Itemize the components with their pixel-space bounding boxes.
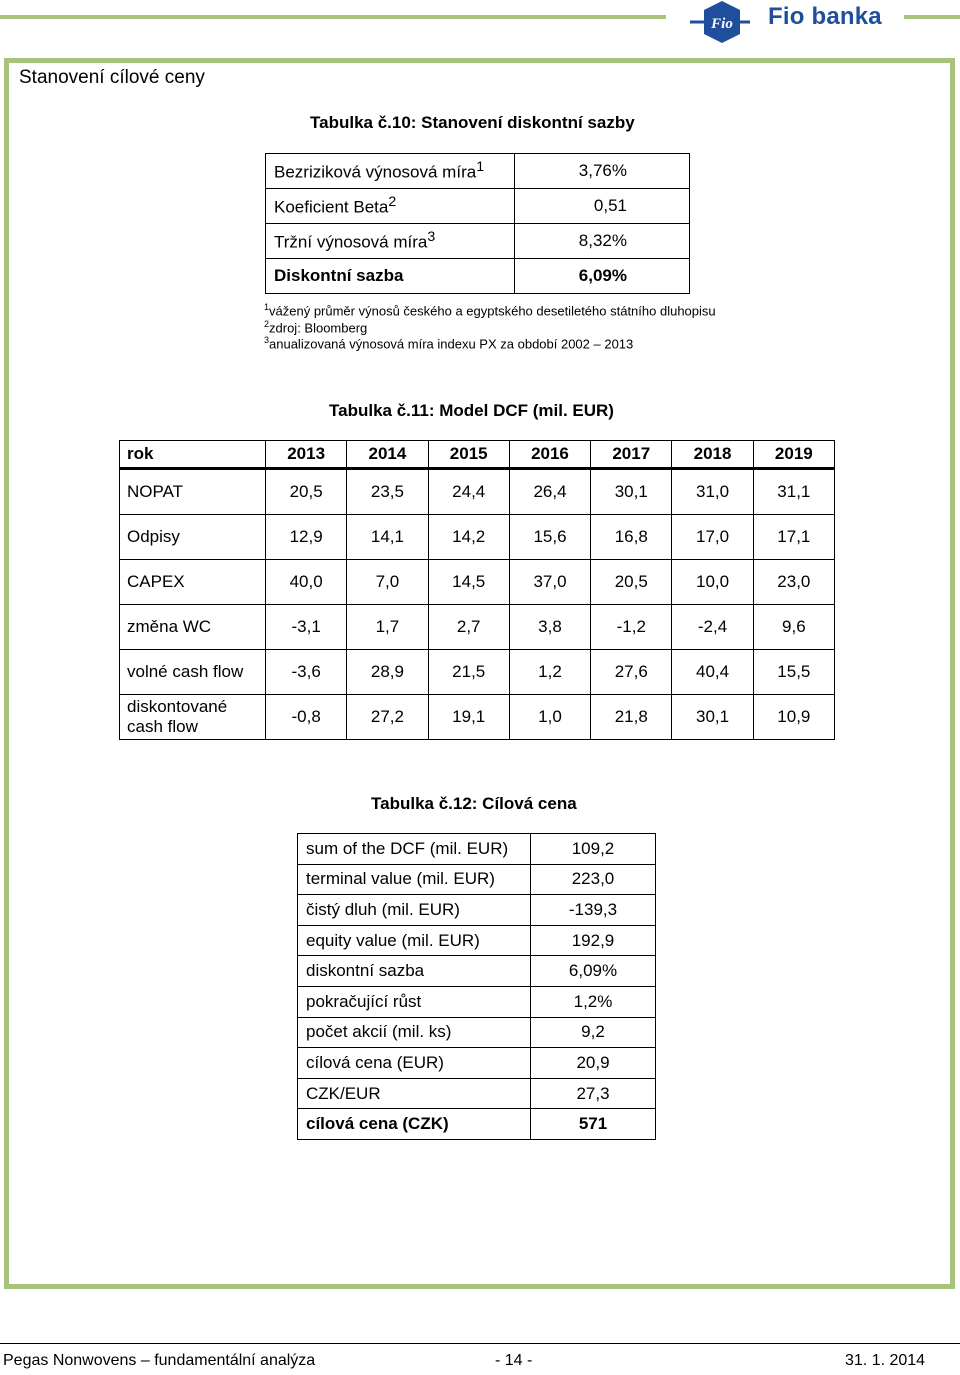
- table-cell: 21,8: [591, 695, 672, 740]
- table-cell: 31,0: [672, 469, 753, 515]
- year-cell: 2018: [672, 441, 753, 469]
- year-cell: 2015: [428, 441, 509, 469]
- row-label: Bezriziková výnosová míra: [274, 162, 477, 182]
- table-row: [298, 834, 656, 865]
- row-value: 109,2: [531, 834, 656, 865]
- row-label: počet akcií (mil. ks): [298, 1017, 531, 1048]
- dcf-model-table: [119, 440, 835, 740]
- row-label: sum of the DCF (mil. EUR): [298, 834, 531, 865]
- table-row: [120, 650, 835, 695]
- table-cell: -3,1: [266, 605, 347, 650]
- row-label: CAPEX: [120, 560, 266, 605]
- logo-mark-text: Fio: [711, 16, 733, 32]
- row-value: 9,2: [531, 1017, 656, 1048]
- table-cell: 14,2: [428, 515, 509, 560]
- row-value: 8,32%: [515, 224, 690, 259]
- section-title: Stanovení cílové ceny: [19, 67, 205, 88]
- footer-rule: [0, 1343, 960, 1344]
- table-cell: 1,7: [347, 605, 428, 650]
- brand-name: Fio banka: [768, 3, 882, 30]
- table-cell: 26,4: [509, 469, 590, 515]
- table-row: [120, 515, 835, 560]
- table-cell: 2,7: [428, 605, 509, 650]
- row-value: 6,09%: [515, 259, 690, 294]
- table11-caption: Tabulka č.11: Model DCF (mil. EUR): [329, 401, 614, 420]
- table-cell: 17,1: [753, 515, 834, 560]
- table-cell: -0,8: [266, 695, 347, 740]
- footnote-ref: 1: [476, 159, 485, 176]
- year-cell: 2013: [266, 441, 347, 469]
- row-label: čistý dluh (mil. EUR): [298, 895, 531, 926]
- table-cell: 37,0: [509, 560, 590, 605]
- table-row: [298, 864, 656, 895]
- table-cell: 14,1: [347, 515, 428, 560]
- table-cell: 1,2: [509, 650, 590, 695]
- row-label: NOPAT: [120, 469, 266, 515]
- table-cell: 40,0: [266, 560, 347, 605]
- year-cell: 2014: [347, 441, 428, 469]
- table-cell: 31,1: [753, 469, 834, 515]
- table-cell: 15,5: [753, 650, 834, 695]
- row-value: 571: [531, 1109, 656, 1140]
- row-value: 3,76%: [515, 154, 690, 189]
- table-row: [298, 1017, 656, 1048]
- table-row: [298, 956, 656, 987]
- table-cell: 27,2: [347, 695, 428, 740]
- table12-caption: Tabulka č.12: Cílová cena: [371, 794, 577, 813]
- row-value: 20,9: [531, 1048, 656, 1079]
- row-label: Odpisy: [120, 515, 266, 560]
- table-cell: 10,0: [672, 560, 753, 605]
- table-cell: 28,9: [347, 650, 428, 695]
- row-value: 6,09%: [531, 956, 656, 987]
- year-cell: 2019: [753, 441, 834, 469]
- row-value: 192,9: [531, 925, 656, 956]
- header-rule-left: [0, 15, 666, 19]
- row-label: diskontované cash flow: [120, 695, 266, 740]
- table-cell: 17,0: [672, 515, 753, 560]
- table-cell: 14,5: [428, 560, 509, 605]
- row-value: 223,0: [531, 864, 656, 895]
- row-label: cílová cena (CZK): [298, 1109, 531, 1140]
- table-cell: 27,6: [591, 650, 672, 695]
- row-label: equity value (mil. EUR): [298, 925, 531, 956]
- row-label: pokračující růst: [298, 986, 531, 1017]
- footnote: $^2$zdroj: Bloomberg: [264, 319, 368, 336]
- row-value: 27,3: [531, 1078, 656, 1109]
- table-cell: 23,5: [347, 469, 428, 515]
- row-label: cílová cena (EUR): [298, 1048, 531, 1079]
- table-row: [298, 1078, 656, 1109]
- table-cell: 3,8: [509, 605, 590, 650]
- footnote: $^3$anualizovaná výnosová míra indexu PX za období 2002 – 2013: [264, 335, 634, 352]
- table-cell: 20,5: [266, 469, 347, 515]
- discount-rate-table: [265, 153, 690, 294]
- table-cell: 10,9: [753, 695, 834, 740]
- row-label: změna WC: [120, 605, 266, 650]
- footer-date: 31. 1. 2014: [845, 1352, 926, 1369]
- table-cell: 12,9: [266, 515, 347, 560]
- footnote-ref: 3: [427, 229, 436, 246]
- row-label: terminal value (mil. EUR): [298, 864, 531, 895]
- table-row: [266, 154, 690, 189]
- year-cell: 2017: [591, 441, 672, 469]
- table-row: [298, 925, 656, 956]
- page-number: - 14 -: [495, 1352, 533, 1369]
- table-cell: 7,0: [347, 560, 428, 605]
- table-header-row: [120, 441, 835, 469]
- table-cell: 40,4: [672, 650, 753, 695]
- table-row: [120, 695, 835, 740]
- table-row: [120, 469, 835, 515]
- row-label: volné cash flow: [120, 650, 266, 695]
- row-label: diskontní sazba: [298, 956, 531, 987]
- table-row: [266, 224, 690, 259]
- header-label: rok: [120, 441, 266, 469]
- table-cell: -3,6: [266, 650, 347, 695]
- row-label: CZK/EUR: [298, 1078, 531, 1109]
- row-value: 1,2%: [531, 986, 656, 1017]
- table-cell: -2,4: [672, 605, 753, 650]
- table10-caption: Tabulka č.10: Stanovení diskontní sazby: [310, 113, 635, 132]
- table-cell: 9,6: [753, 605, 834, 650]
- table-cell: 30,1: [672, 695, 753, 740]
- footer-title: Pegas Nonwovens – fundamentální analýza: [3, 1352, 316, 1369]
- row-label: Koeficient Beta: [274, 197, 389, 217]
- table-row: [298, 895, 656, 926]
- table-row: [266, 259, 690, 294]
- table-row: [298, 1109, 656, 1140]
- header-rule-right: [904, 15, 960, 19]
- row-value: 0,51: [515, 189, 690, 224]
- footnote: $^1$vážený průměr výnosů českého a egyptského desetiletého státního dluhopisu: [264, 302, 716, 319]
- table-cell: 19,1: [428, 695, 509, 740]
- table-cell: -1,2: [591, 605, 672, 650]
- row-label: Tržní výnosová míra: [274, 232, 428, 252]
- table-cell: 23,0: [753, 560, 834, 605]
- row-value: -139,3: [531, 895, 656, 926]
- table-row: [298, 1048, 656, 1079]
- table-cell: 21,5: [428, 650, 509, 695]
- table-cell: 24,4: [428, 469, 509, 515]
- table-cell: 30,1: [591, 469, 672, 515]
- table-cell: 20,5: [591, 560, 672, 605]
- table-row: [298, 986, 656, 1017]
- table-row: [120, 560, 835, 605]
- footnote-ref: 2: [388, 194, 397, 211]
- table-row: [266, 189, 690, 224]
- year-cell: 2016: [509, 441, 590, 469]
- table-cell: 16,8: [591, 515, 672, 560]
- fio-logo-icon: [688, 0, 752, 44]
- row-label: Diskontní sazba: [266, 259, 515, 294]
- table-row: [120, 605, 835, 650]
- target-price-table: [297, 833, 656, 1140]
- table-cell: 1,0: [509, 695, 590, 740]
- table-cell: 15,6: [509, 515, 590, 560]
